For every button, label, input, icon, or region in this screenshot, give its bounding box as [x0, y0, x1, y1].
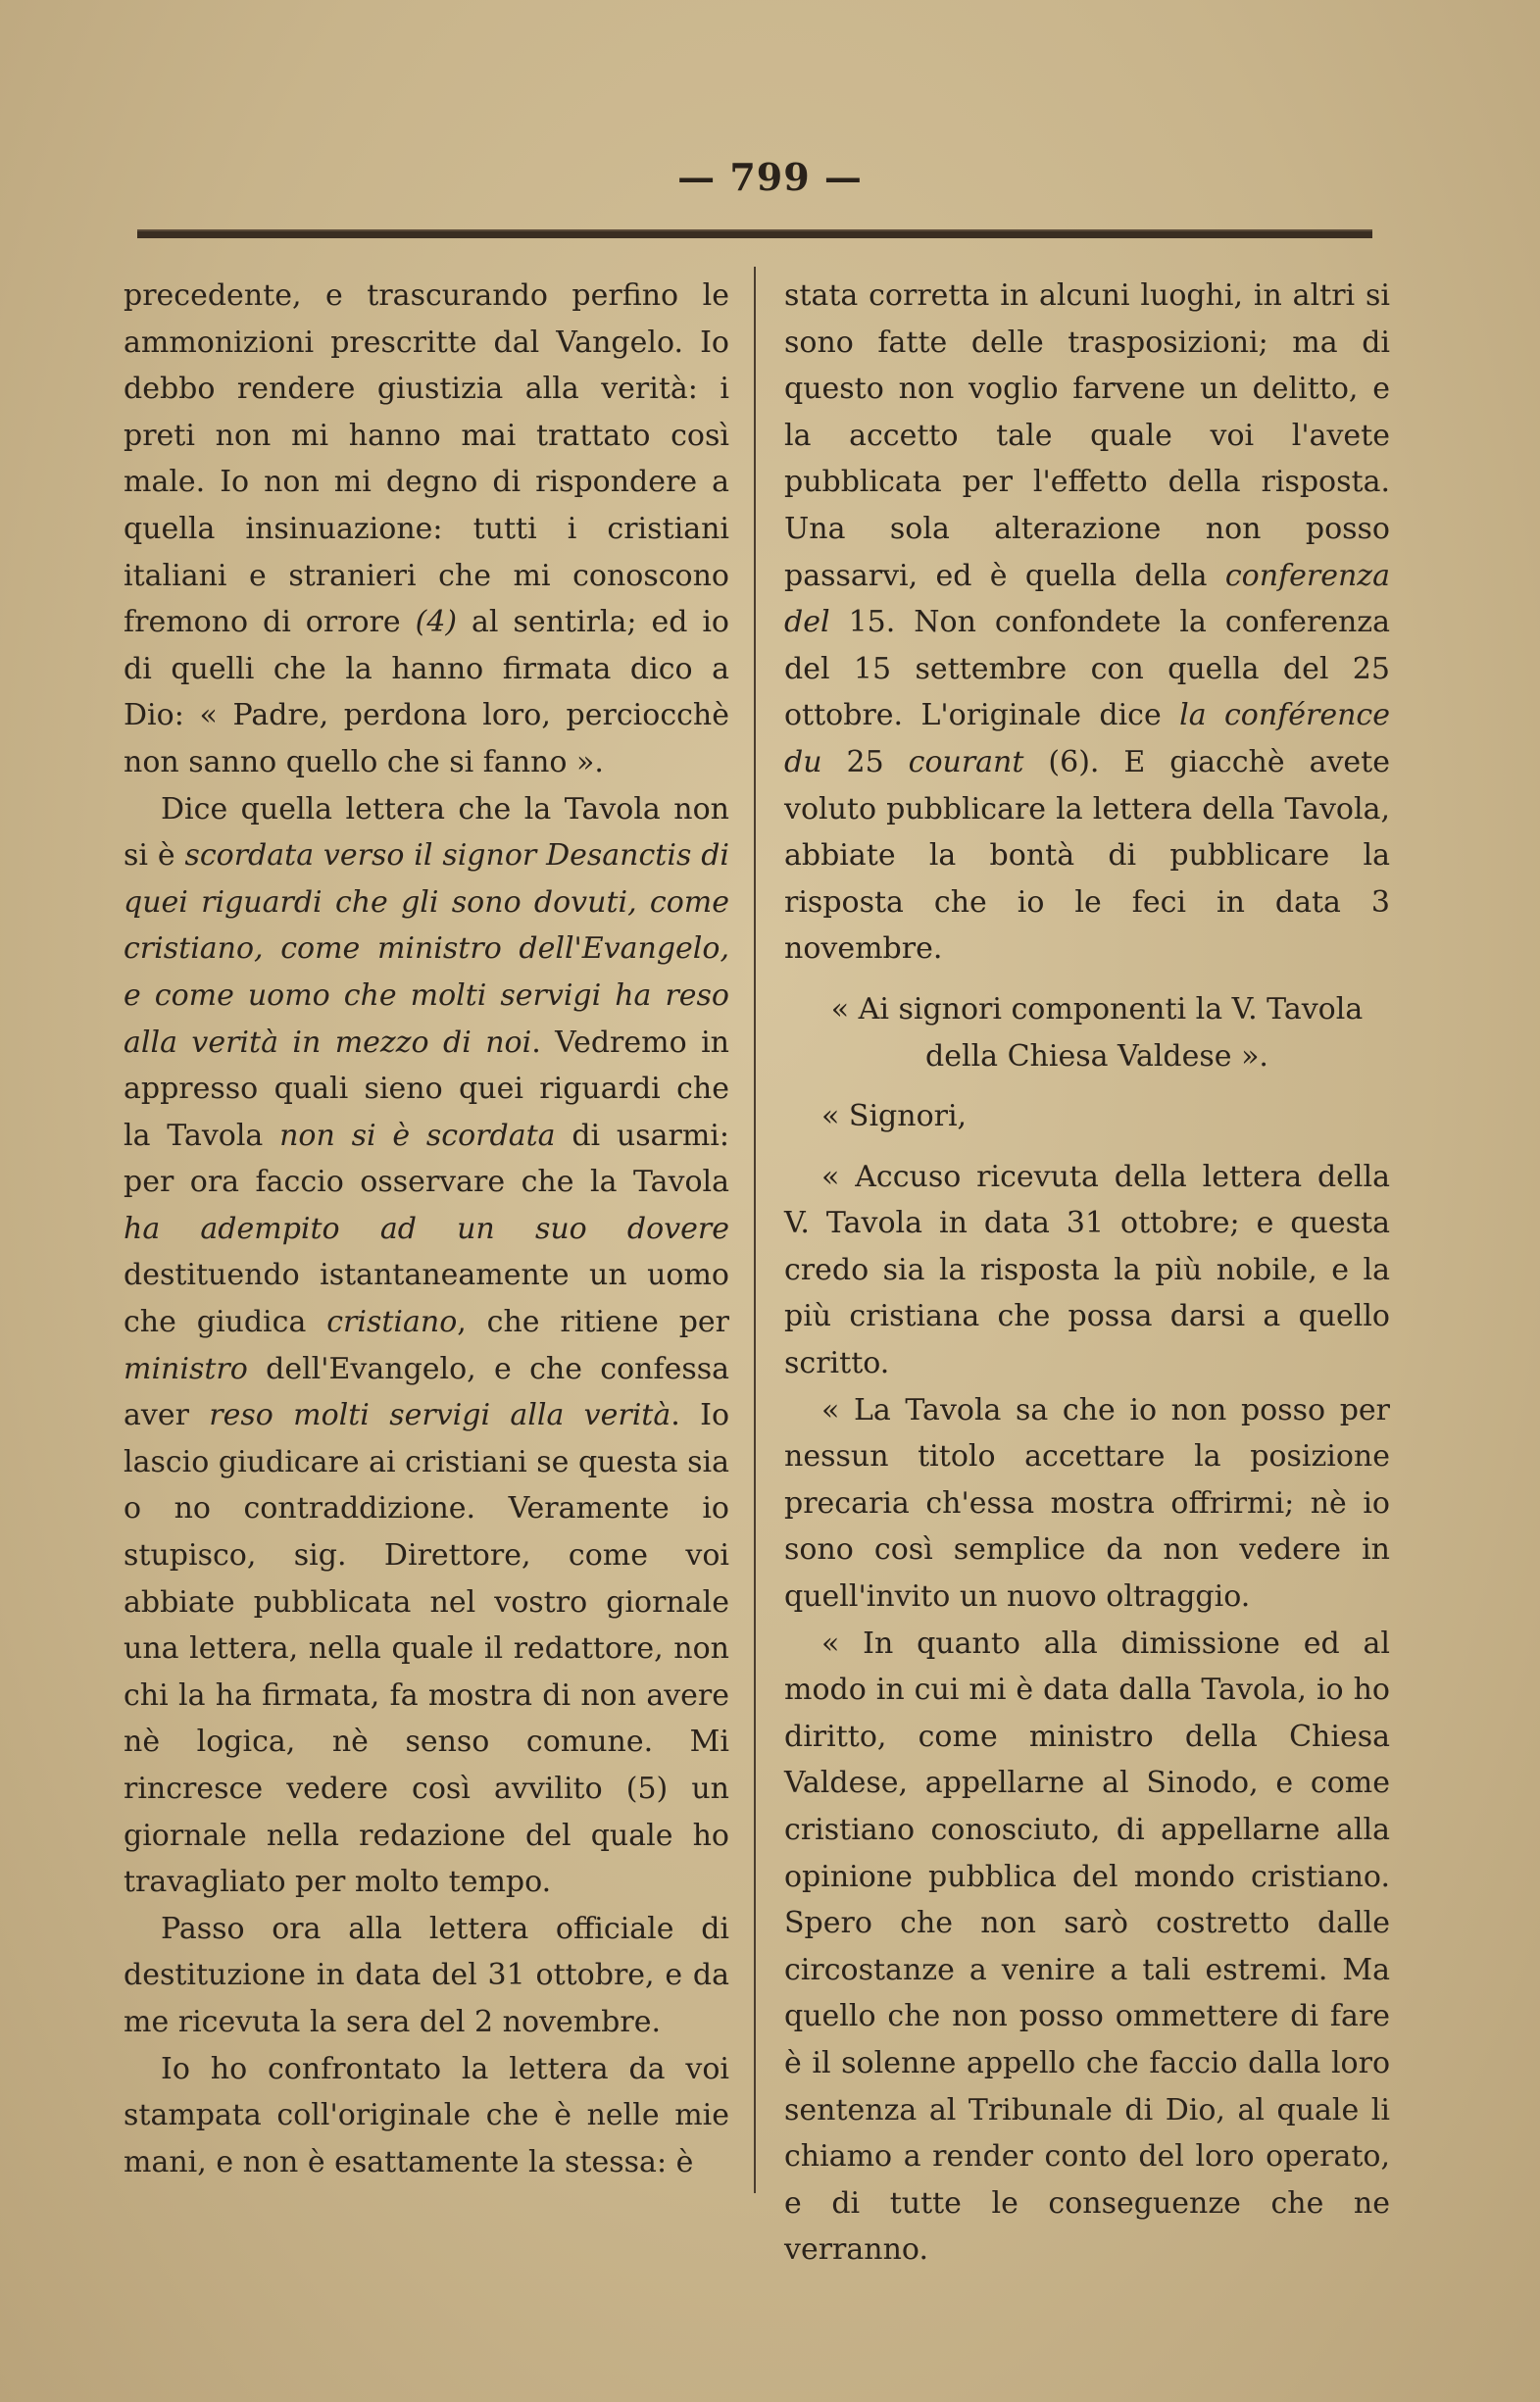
paragraph: stata corretta in alcuni luoghi, in altri si sono fatte delle trasposizioni; ma di questo non voglio farvene un delitto, e la accetto tale quale voi l'avete pubblicata per l'effetto della risposta. Una sola alterazione non posso passarvi, ed è quella della conferenza del 15. Non confondete la conferenza del 15 settembre con quella del 25 ottobre. L'originale dice la conférence du 25 courant (6). E giacchè avete voluto pubblicare la lettera della Tavola, abbiate la bontà di pubblicare la risposta che io le feci in data 3 novembre.	[784, 278, 1390, 967]
left-column	[124, 273, 729, 2185]
column-divider	[754, 267, 756, 2193]
paragraph: « Accuso ricevuta della lettera della V. Tavola in data 31 ottobre; e questa credo sia la risposta la più nobile, e la più cristiana che possa darsi a quello scritto.	[784, 1159, 1390, 1381]
header-rule	[137, 229, 1372, 238]
paragraph: « La Tavola sa che io non posso per nessun titolo accettare la posizione precaria ch'essa mostra offrirmi; nè io sono così semplice da non vedere in quell'invito un nuovo oltraggio.	[784, 1392, 1390, 1615]
paragraph: Dice quella lettera che la Tavola non si è scordata verso il signor Desanctis di quei riguardi che gli sono dovuti, come cristiano, come ministro dell'Evangelo, e come uomo che molti servigi ha reso alla verità in mezzo di noi. Vedremo in appresso quali sieno quei riguardi che la Tavola non si è scordata di usarmi: per ora faccio osservare che la Tavola ha adempito ad un suo dovere destituendo istantaneamente un uomo che giudica cristiano, che ritiene per ministro dell'Evangelo, e che confessa aver reso molti servigi alla verità. Io lascio giudicare ai cristiani se questa sia o no contraddizione. Veramente io stupisco, sig. Direttore, come voi abbiate pubblicata nel vostro giornale una lettera, nella quale il redattore, non chi la ha firmata, fa mostra di non avere nè logica, nè senso comune. Mi rincresce vedere così avvilito (5) un giornale nella redazione del quale ho travagliato per molto tempo.	[124, 791, 730, 1900]
paragraph: « In quanto alla dimissione ed al modo in cui mi è data dalla Tavola, io ho diritto, come ministro della Chiesa Valdese, appellarne al Sinodo, e come cristiano conosciuto, di appellarne alla opinione pubblica del mondo cristiano. Spero che non sarò costretto dalle circostanze a venire a tali estremi. Ma quello che non posso ommettere di fare è il solenne appello che faccio dalla loro sentenza al Tribunale di Dio, al quale li chiamo a render conto del loro operato, e di tutte le conseguenze che ne verranno.	[784, 1626, 1390, 2268]
letter-salutation: « Signori,	[821, 1099, 968, 1134]
paragraph: Passo ora alla lettera officiale di destituzione in data del 31 ottobre, e da me ricevuta la sera del 2 novembre.	[124, 1911, 729, 2039]
paragraph: precedente, e trascurando perfino le ammonizioni prescritte dal Vangelo. Io debbo rendere giustizia alla verità: i preti non mi hanno mai trattato così male. Io non mi degno di rispondere a quella insinuazione: tutti i cristiani italiani e stranieri che mi conoscono fremono di orrore (4) al sentirla; ed io di quelli che la hanno firmata dico a Dio: « Padre, perdona loro, perciocchè non sanno quello che si fanno ».	[124, 278, 729, 779]
paragraph: Io ho confrontato la lettera da voi stampata coll'originale che è nelle mie mani, e non è esattamente la stessa: è	[124, 2051, 729, 2179]
page-number: — 799 —	[677, 155, 863, 199]
right-column	[784, 273, 1390, 2274]
letter-address: « Ai signori componenti la V. Tavola della Chiesa Valdese ».	[830, 991, 1364, 1074]
